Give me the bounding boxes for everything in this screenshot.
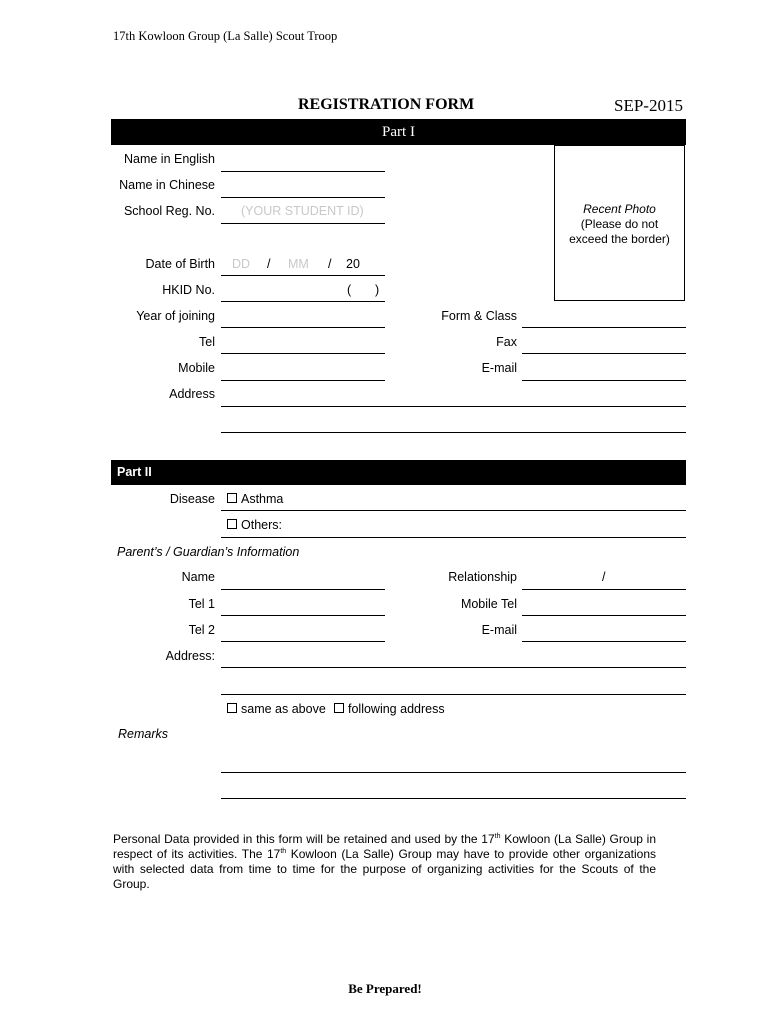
guardian-tel2-field[interactable] (221, 641, 385, 642)
form-class-label: Form & Class (441, 309, 517, 323)
year-joining-field[interactable] (221, 327, 385, 328)
guardian-email-label: E-mail (481, 623, 517, 637)
photo-note-1: (Please do not (580, 217, 659, 231)
guardian-tel2-label: Tel 2 (188, 623, 215, 637)
guardian-heading: Parent’s / Guardian’s Information (117, 545, 300, 559)
same-as-above-checkbox[interactable] (227, 703, 237, 713)
email-field[interactable] (522, 380, 686, 381)
guardian-address-line-1[interactable] (221, 667, 686, 668)
dob-year-prefix: 20 (346, 257, 360, 271)
following-address-label: following address (348, 702, 445, 716)
form-class-field[interactable] (522, 327, 686, 328)
part1-heading: Part I (382, 124, 415, 140)
guardian-address-label: Address: (165, 649, 215, 663)
email-label: E-mail (481, 361, 517, 375)
part2-heading: Part II (117, 465, 152, 479)
form-title: REGISTRATION FORM (298, 96, 475, 113)
year-joining-label: Year of joining (136, 309, 215, 323)
school-reg-label: School Reg. No. (123, 204, 215, 218)
mobile-tel-label: Mobile Tel (460, 597, 517, 611)
footer-motto: Be Prepared! (348, 981, 422, 996)
address-label: Address (169, 387, 215, 401)
dob-field[interactable] (221, 275, 385, 276)
part2-header-bar (111, 460, 686, 485)
mobile-field[interactable] (221, 380, 385, 381)
guardian-name-label: Name (181, 570, 215, 584)
dob-label: Date of Birth (145, 257, 215, 271)
tel-label: Tel (199, 335, 215, 349)
dob-day-placeholder: DD (232, 257, 251, 271)
dob-month-placeholder: MM (288, 257, 309, 271)
dob-separator-1: / (267, 257, 271, 271)
others-checkbox[interactable] (227, 519, 237, 529)
following-address-option[interactable] (334, 702, 445, 716)
name-english-field[interactable] (221, 171, 385, 172)
photo-box (554, 145, 685, 301)
asthma-checkbox[interactable] (227, 493, 237, 503)
remarks-line-1[interactable] (221, 772, 686, 773)
guardian-tel1-field[interactable] (221, 615, 385, 616)
name-chinese-label: Name in Chinese (119, 178, 215, 192)
remarks-line-2[interactable] (221, 798, 686, 799)
disease-label: Disease (169, 492, 215, 506)
guardian-address-line-2[interactable] (221, 694, 686, 695)
hkid-bracket-close: ) (375, 283, 380, 297)
school-reg-placeholder: (YOUR STUDENT ID) (241, 204, 364, 218)
fax-field[interactable] (522, 353, 686, 354)
relationship-label: Relationship (448, 570, 517, 584)
school-reg-field[interactable] (221, 223, 385, 224)
dob-separator-2: / (328, 257, 332, 271)
guardian-name-field[interactable] (221, 589, 385, 590)
hkid-bracket-open: ( (347, 283, 352, 297)
following-address-checkbox[interactable] (334, 703, 344, 713)
form-version: SEP-2015 (614, 96, 683, 115)
photo-note-2: exceed the border) (569, 232, 670, 246)
photo-label: Recent Photo (583, 202, 656, 216)
name-chinese-field[interactable] (221, 197, 385, 198)
address-field-line-1[interactable] (221, 406, 686, 407)
relationship-separator: / (602, 570, 606, 584)
others-option[interactable] (227, 518, 282, 532)
mobile-tel-field[interactable] (522, 615, 686, 616)
same-as-above-label: same as above (241, 702, 326, 716)
tel-field[interactable] (221, 353, 385, 354)
mobile-label: Mobile (178, 361, 215, 375)
asthma-label: Asthma (241, 492, 284, 506)
fax-label: Fax (496, 335, 517, 349)
others-label: Others: (241, 518, 282, 532)
name-english-label: Name in English (123, 152, 215, 166)
part1-header-bar (111, 119, 686, 145)
asthma-option[interactable] (227, 492, 283, 506)
guardian-tel1-label: Tel 1 (188, 597, 215, 611)
hkid-label: HKID No. (162, 283, 215, 297)
guardian-email-field[interactable] (522, 641, 686, 642)
disease-field-line-1[interactable] (221, 510, 686, 511)
relationship-field[interactable] (522, 589, 686, 590)
org-header: 17th Kowloon Group (La Salle) Scout Troop (113, 29, 338, 43)
remarks-label: Remarks (118, 727, 169, 741)
privacy-notice: Personal Data provided in this form will be retained and used by the 17th Kowloon (La Salle) Group in respect of its activities. The 17th Kowloon (La Salle) Group may have to provide other organizations with selected data from time to time for the purpose of organizing activities for the Scouts of the Group. (113, 832, 657, 891)
disease-field-line-2[interactable] (221, 537, 686, 538)
same-as-above-option[interactable] (227, 702, 326, 716)
hkid-field[interactable] (221, 301, 385, 302)
address-field-line-2[interactable] (221, 432, 686, 433)
